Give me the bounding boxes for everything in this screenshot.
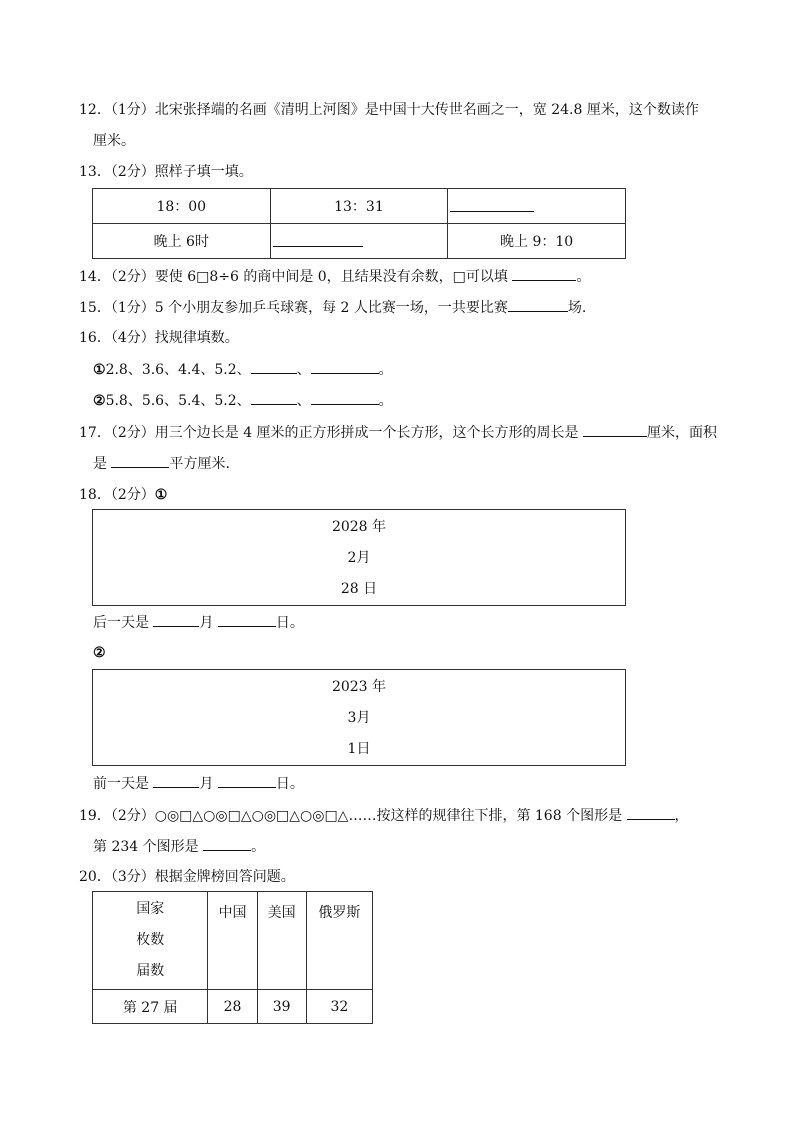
time-cell: 13：31 bbox=[270, 189, 448, 224]
answer-blank[interactable] bbox=[111, 453, 169, 468]
question-text: 是 bbox=[93, 456, 107, 472]
question-text: 用三个边长是 4 厘米的正方形拼成一个长方形，这个长方形的周长是 bbox=[154, 425, 579, 441]
question-text: 厘米，面积 bbox=[647, 425, 718, 441]
question-score: （1分） bbox=[110, 102, 155, 118]
question-score: （2分） bbox=[110, 808, 155, 824]
question-text: 日。 bbox=[275, 615, 304, 631]
question-text: 北宋张择端的名画《清明上河图》是中国十大传世名画之一，宽 24.8 厘米，这个数读作 bbox=[154, 102, 699, 118]
question-number: 17． bbox=[79, 425, 111, 441]
date-box-2 bbox=[92, 669, 626, 766]
q20-line bbox=[79, 867, 295, 887]
country-header: 美国 bbox=[257, 892, 306, 990]
answer-blank[interactable] bbox=[218, 612, 276, 627]
q19-line bbox=[79, 805, 689, 826]
circled-two-icon: ② bbox=[93, 393, 106, 409]
sequence-text: 5.8、5.6、5.4、5.2、 bbox=[105, 393, 251, 409]
question-text: 月 bbox=[199, 615, 214, 631]
q12-line bbox=[79, 100, 699, 120]
question-score: （3分） bbox=[110, 869, 155, 885]
q18-line bbox=[79, 485, 167, 505]
question-text: 5 个小朋友参加乒乓球赛，每 2 人比赛一场，一共要比赛 bbox=[154, 300, 508, 316]
punctuation: 。 bbox=[576, 269, 591, 285]
circled-two-icon: ② bbox=[93, 645, 106, 661]
punctuation: 。 bbox=[378, 393, 393, 409]
answer-blank[interactable] bbox=[311, 359, 379, 374]
date-month: 3月 bbox=[347, 710, 371, 726]
answer-blank[interactable] bbox=[203, 836, 251, 851]
time-table bbox=[92, 188, 626, 259]
answer-blank[interactable] bbox=[153, 612, 199, 627]
question-text: 平方厘米. bbox=[169, 456, 230, 472]
time-cell: 晚上 9：10 bbox=[448, 224, 626, 259]
answer-blank[interactable] bbox=[311, 390, 379, 405]
question-text: ○◎□△○◎□△○◎□△○◎□△……按这样的规律往下排，第 168 个图形是 bbox=[154, 808, 623, 824]
answer-blank[interactable] bbox=[508, 297, 568, 312]
punctuation: ， bbox=[674, 808, 689, 824]
circled-one-icon: ① bbox=[93, 362, 106, 378]
session-label: 第 27 届 bbox=[93, 990, 208, 1024]
question-number: 14． bbox=[79, 269, 111, 285]
diagonal-header-cell bbox=[93, 892, 208, 990]
header-count-label: 枚数 bbox=[136, 932, 165, 948]
q16-line bbox=[79, 328, 239, 348]
answer-blank[interactable] bbox=[512, 266, 576, 281]
country-header: 中国 bbox=[208, 892, 257, 990]
question-text: 日。 bbox=[275, 776, 304, 792]
question-text: 场. bbox=[567, 300, 587, 316]
answer-blank[interactable] bbox=[218, 773, 276, 788]
q13-line bbox=[79, 162, 253, 182]
answer-blank[interactable] bbox=[273, 232, 363, 247]
date-year: 2028 年 bbox=[331, 519, 387, 535]
time-answer-cell[interactable] bbox=[448, 189, 626, 224]
q16-sub2 bbox=[93, 390, 393, 411]
medal-count: 28 bbox=[208, 990, 257, 1024]
question-score: （1分） bbox=[110, 300, 155, 316]
answer-blank[interactable] bbox=[450, 197, 534, 212]
answer-blank[interactable] bbox=[583, 422, 647, 437]
circled-one-icon: ① bbox=[154, 487, 168, 503]
time-cell: 18：00 bbox=[93, 189, 271, 224]
q18-answer1 bbox=[93, 612, 304, 633]
question-number: 18． bbox=[79, 487, 111, 503]
time-answer-cell[interactable] bbox=[270, 224, 448, 259]
q14-line bbox=[79, 266, 590, 287]
q12-cont bbox=[93, 131, 135, 151]
medal-count: 32 bbox=[306, 990, 372, 1024]
question-score: （2分） bbox=[110, 269, 155, 285]
question-text: 根据金牌榜回答问题。 bbox=[154, 869, 295, 885]
punctuation: 。 bbox=[251, 839, 266, 855]
question-text: 前一天是 bbox=[93, 776, 149, 792]
q17-line bbox=[79, 422, 717, 443]
q16-sub1 bbox=[93, 359, 393, 380]
question-text: 找规律填数。 bbox=[154, 330, 239, 346]
sequence-text: 2.8、3.6、4.4、5.2、 bbox=[105, 362, 251, 378]
question-number: 15． bbox=[79, 300, 111, 316]
medal-count: 39 bbox=[257, 990, 306, 1024]
question-score: （2分） bbox=[110, 425, 155, 441]
punctuation: 。 bbox=[378, 362, 393, 378]
answer-blank[interactable] bbox=[627, 805, 675, 820]
separator: 、 bbox=[296, 362, 311, 378]
date-box-1 bbox=[92, 509, 626, 606]
q18-answer2 bbox=[93, 773, 304, 794]
answer-blank[interactable] bbox=[153, 773, 199, 788]
answer-blank[interactable] bbox=[251, 359, 297, 374]
separator: 、 bbox=[296, 393, 311, 409]
q17-cont bbox=[93, 453, 230, 474]
question-number: 16． bbox=[79, 330, 111, 346]
question-text: 厘米。 bbox=[93, 133, 135, 149]
question-number: 19． bbox=[79, 808, 111, 824]
question-score: （4分） bbox=[110, 330, 155, 346]
question-text: 月 bbox=[199, 776, 214, 792]
q18-sub2-mark bbox=[93, 643, 106, 663]
question-text: 照样子填一填。 bbox=[154, 164, 253, 180]
header-country-label: 国家 bbox=[136, 901, 165, 917]
header-session-label: 届数 bbox=[136, 963, 165, 979]
q19-cont bbox=[93, 836, 265, 857]
date-month: 2月 bbox=[347, 550, 371, 566]
question-number: 20． bbox=[79, 869, 111, 885]
time-cell: 晚上 6时 bbox=[93, 224, 271, 259]
question-score: （2分） bbox=[110, 487, 155, 503]
medal-table bbox=[92, 891, 373, 1024]
date-day: 28 日 bbox=[340, 581, 378, 597]
question-number: 13． bbox=[79, 164, 111, 180]
question-text: 要使 6□8÷6 的商中间是 0，且结果没有余数，□可以填 bbox=[154, 269, 508, 285]
question-text: 第 234 个图形是 bbox=[93, 839, 199, 855]
date-year: 2023 年 bbox=[331, 679, 387, 695]
question-text: 后一天是 bbox=[93, 615, 149, 631]
q15-line bbox=[79, 297, 586, 318]
answer-blank[interactable] bbox=[251, 390, 297, 405]
date-day: 1日 bbox=[347, 741, 371, 757]
question-score: （2分） bbox=[110, 164, 155, 180]
country-header: 俄罗斯 bbox=[306, 892, 372, 990]
question-number: 12． bbox=[79, 102, 111, 118]
